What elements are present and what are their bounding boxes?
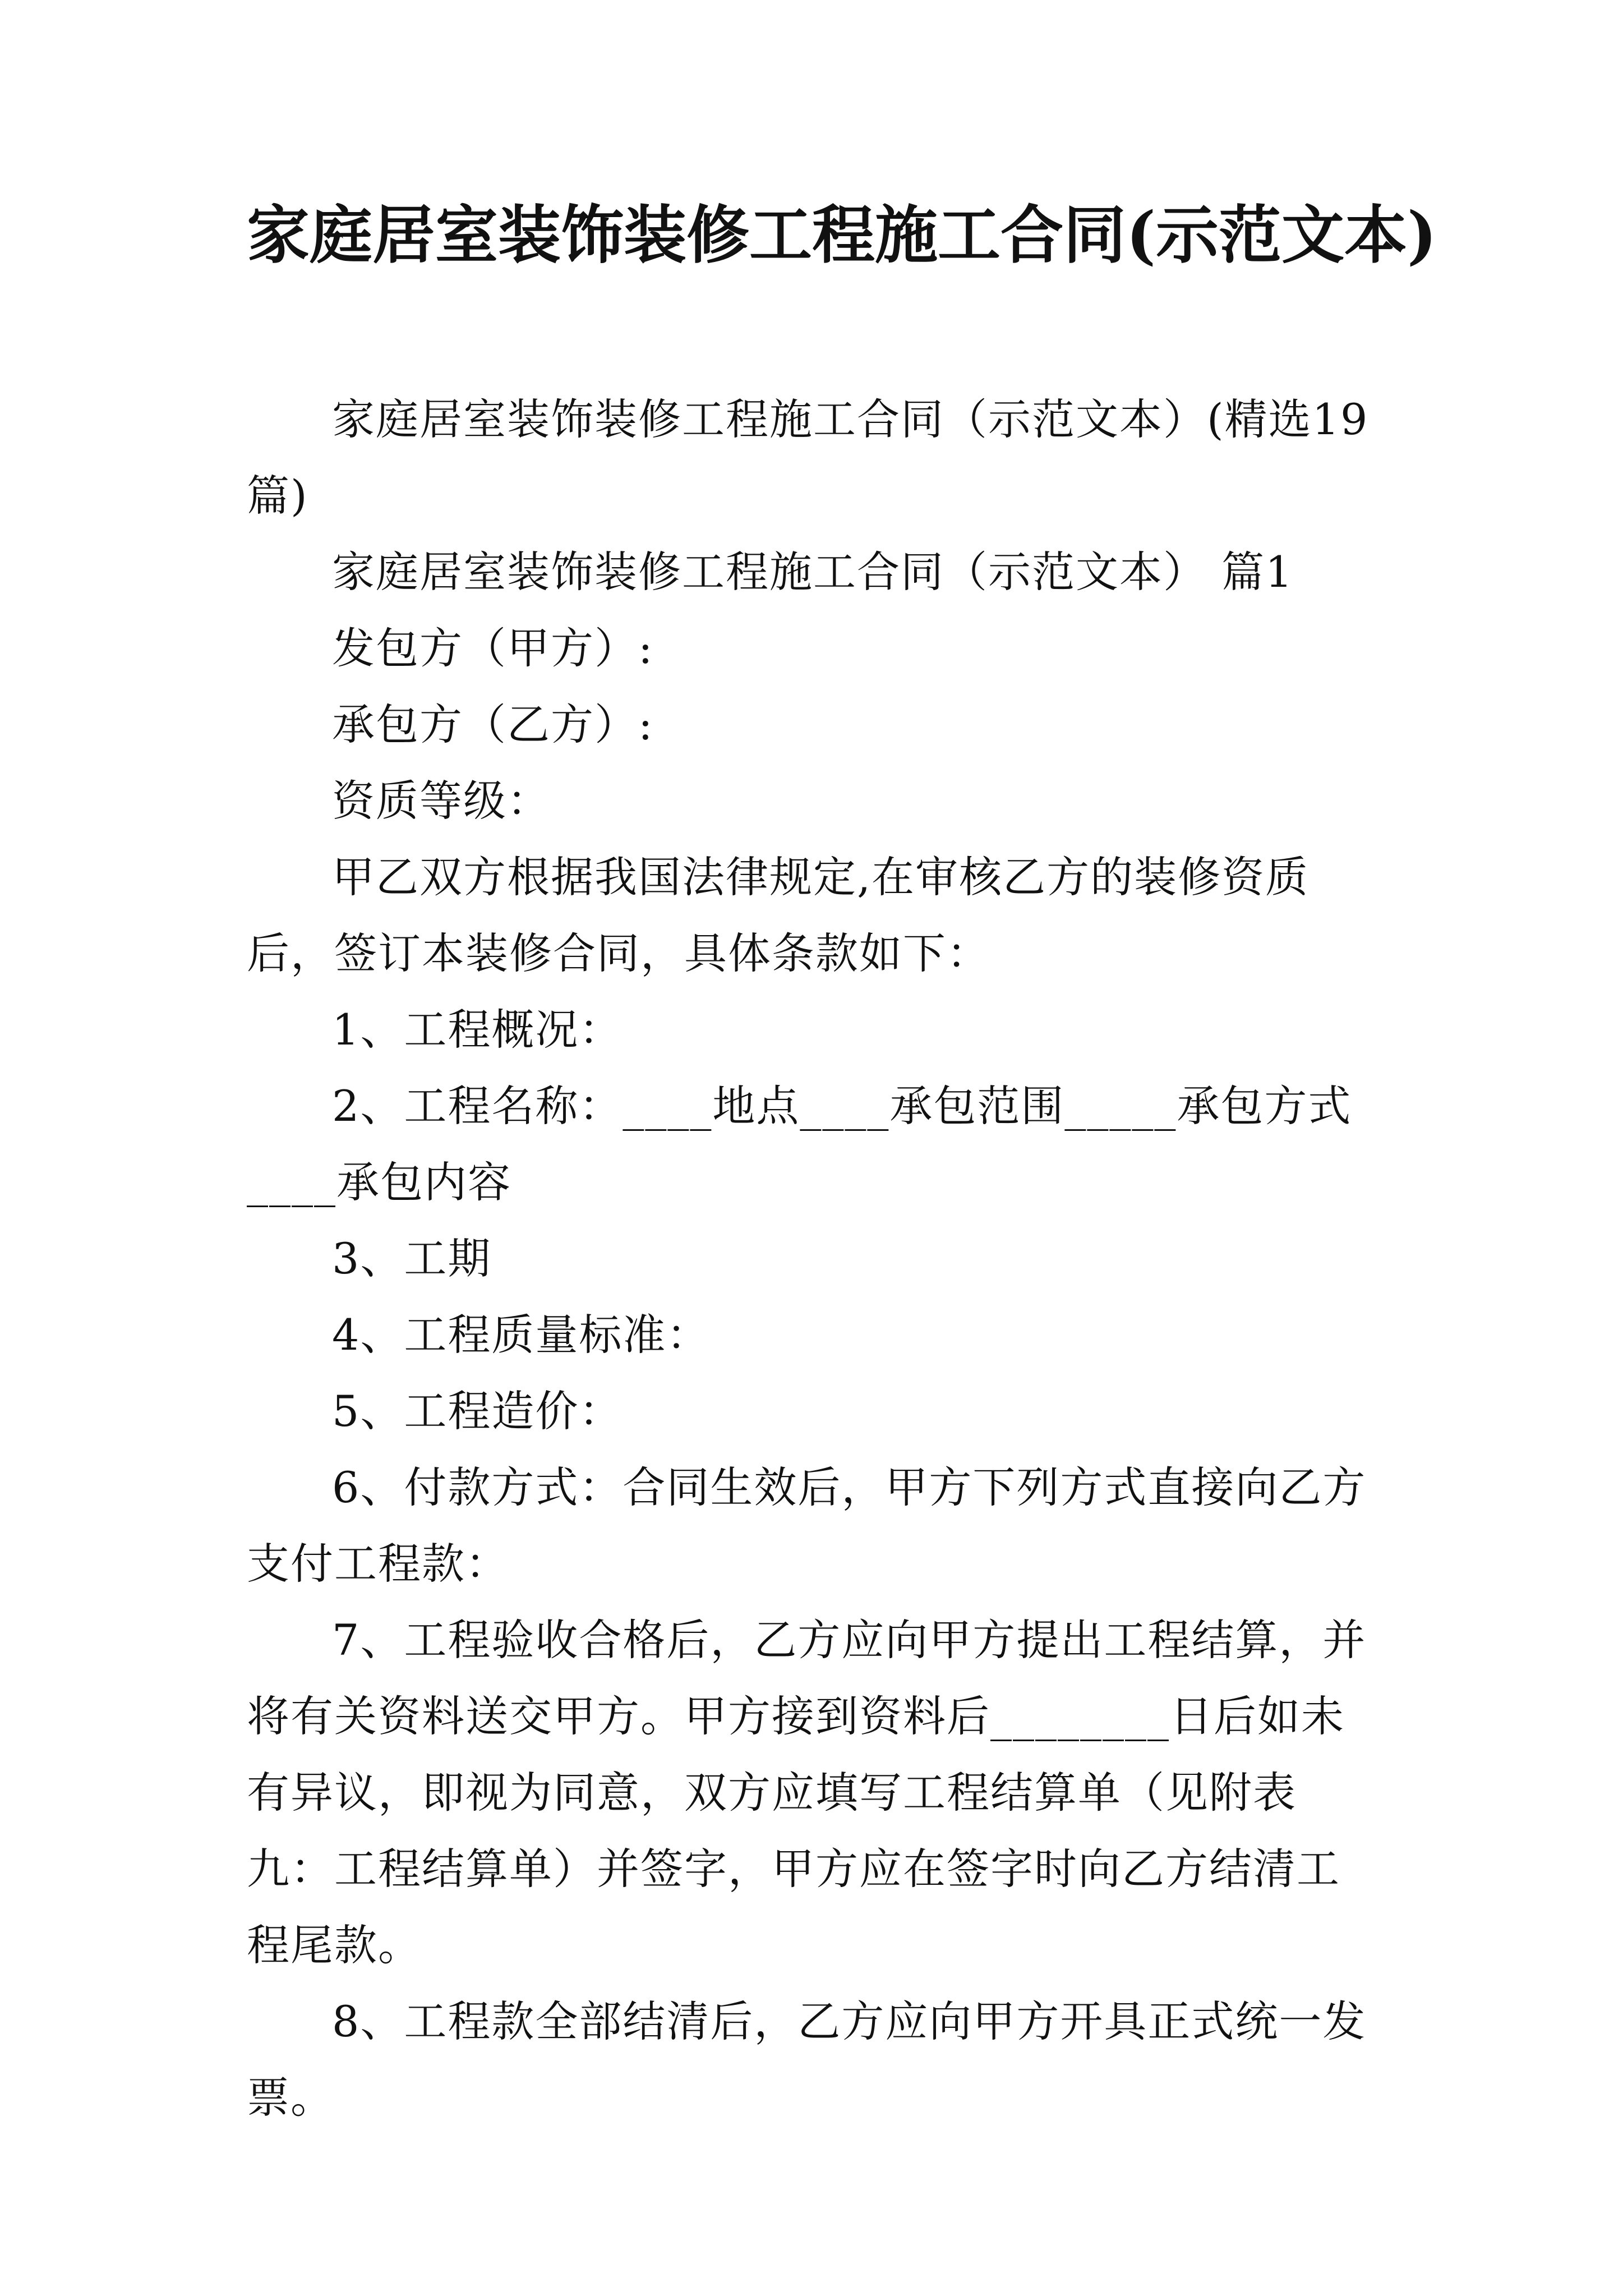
- paragraph-subtitle: 家庭居室装饰装修工程施工合同（示范文本）(精选19篇): [247, 394, 1369, 521]
- paragraph-party-b: 承包方（乙方）:: [332, 700, 654, 749]
- document-title: 家庭居室装饰装修工程施工合同(示范文本): [247, 199, 1437, 272]
- paragraph-clause-5: 5、工程造价：: [332, 1386, 623, 1436]
- paragraph-clause-4: 4、工程质量标准：: [332, 1310, 711, 1360]
- paragraph-clause-6: 6、付款方式：合同生效后，甲方下列方式直接向乙方支付工程款：: [247, 1462, 1367, 1589]
- paragraph-clause-8: 8、工程款全部结清后，乙方应向甲方开具正式统一发票。: [247, 1996, 1367, 2123]
- paragraph-clause-7: 7、工程验收合格后，乙方应向甲方提出工程结算，并将有关资料送交甲方。甲方接到资料后________日后如未有异议，即视为同意，双方应填写工程结算单（见附表九：工程结算单）并签字，甲方应在签字时向乙方结清工程尾款。: [247, 1615, 1367, 1970]
- paragraph-clause-2: 2、工程名称：____地点____承包范围_____承包方式____承包内容: [247, 1081, 1352, 1207]
- paragraph-clause-1: 1、工程概况：: [332, 1005, 623, 1055]
- paragraph-preamble: 甲乙双方根据我国法律规定,在审核乙方的装修资质后，签订本装修合同，具体条款如下：: [247, 852, 1310, 978]
- paragraph-clause-3: 3、工期: [332, 1234, 492, 1283]
- paragraph-qualification: 资质等级：: [332, 776, 551, 826]
- document-body: [247, 381, 1380, 2136]
- paragraph-party-a: 发包方（甲方）:: [332, 623, 654, 673]
- paragraph-section-heading: 家庭居室装饰装修工程施工合同（示范文本） 篇1: [332, 547, 1294, 597]
